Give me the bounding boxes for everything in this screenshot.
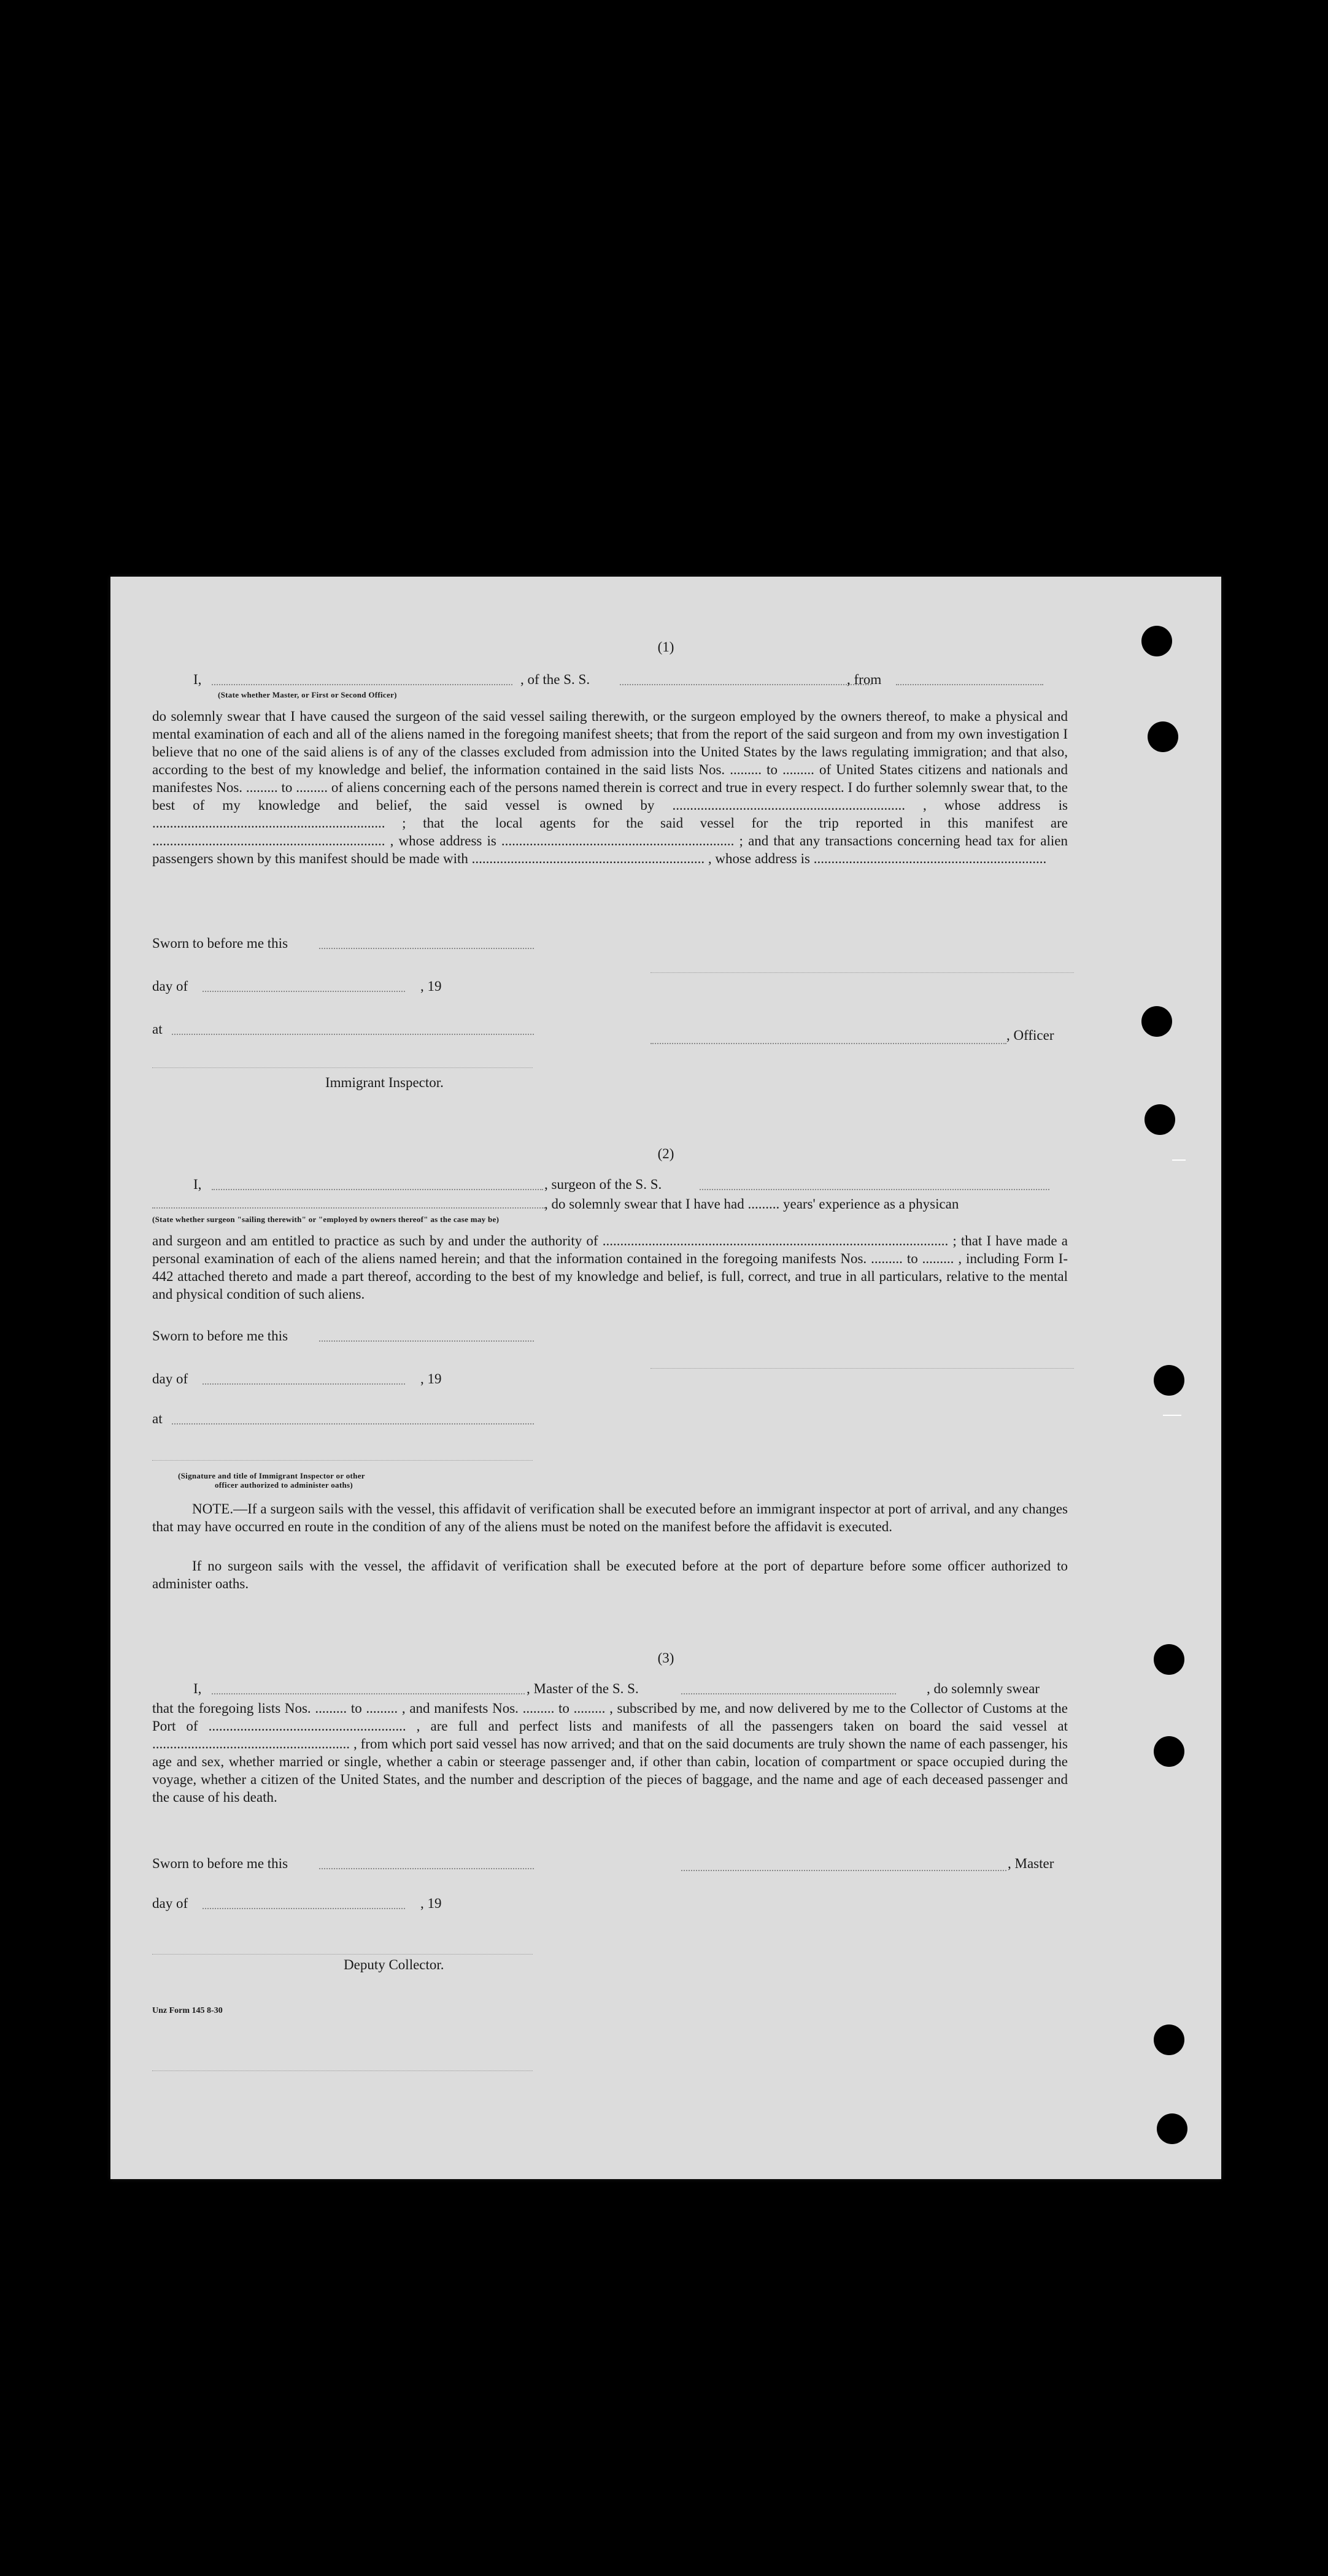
s1-officer-blank bbox=[650, 1043, 1006, 1044]
s2-surgeon-of: , surgeon of the S. S. bbox=[544, 1177, 662, 1192]
s2-body: and surgeon and am entitled to practice as such by and under the authority of .................................................................................................. ; that I have made a personal examination of each of the aliens named herein; and that the information contained in the foregoing manifests Nos. ......... to ......... , including Form I-442 attached thereto and made a part thereof, according to the best of my knowledge and belief, is full, correct, and true in all particulars, relative to the mental and physical condition of such aliens. bbox=[152, 1233, 1068, 1302]
s2-inspector-line bbox=[152, 1460, 533, 1461]
section-3-number: (3) bbox=[657, 1650, 674, 1666]
punch-hole bbox=[1145, 1104, 1175, 1135]
s1-day-of: day of bbox=[152, 978, 188, 994]
edge-mark bbox=[1172, 1159, 1186, 1161]
s3-intro: I, bbox=[193, 1681, 202, 1696]
s2-swear: , do solemnly swear that I have had ......... years' experience as a physican bbox=[544, 1196, 959, 1212]
s3-swear: , do solemnly swear bbox=[927, 1681, 1040, 1696]
s3-master: , Master bbox=[1008, 1856, 1054, 1871]
s1-day-blank bbox=[203, 991, 405, 992]
s2-sworn: Sworn to before me this bbox=[152, 1328, 288, 1344]
s1-of-ss: , of the S. S. bbox=[520, 672, 590, 687]
s2-at-blank bbox=[172, 1423, 534, 1424]
s3-deputy: Deputy Collector. bbox=[344, 1957, 444, 1972]
s2-name-blank bbox=[212, 1189, 543, 1190]
s2-sig-hint-2: officer authorized to administer oaths) bbox=[215, 1480, 353, 1490]
punch-hole bbox=[1154, 1365, 1184, 1396]
punch-hole bbox=[1141, 1006, 1172, 1037]
s1-at: at bbox=[152, 1021, 163, 1037]
edge-mark bbox=[1163, 1415, 1181, 1416]
s2-intro: I, bbox=[193, 1177, 202, 1192]
s3-sworn-blank bbox=[319, 1868, 534, 1869]
section-2-number: (2) bbox=[657, 1146, 674, 1161]
s2-year: , 19 bbox=[420, 1371, 442, 1386]
s3-day-blank bbox=[203, 1908, 405, 1909]
s1-at-blank bbox=[172, 1034, 534, 1035]
s1-officer: , Officer bbox=[1006, 1028, 1054, 1043]
s1-sworn: Sworn to before me this bbox=[152, 936, 288, 951]
s2-at: at bbox=[152, 1411, 163, 1426]
s1-year: , 19 bbox=[420, 978, 442, 994]
s2-sig-line bbox=[650, 1368, 1074, 1369]
section-1-number: (1) bbox=[657, 639, 674, 655]
s1-from: , from bbox=[847, 672, 882, 687]
s3-master-of: , Master of the S. S. bbox=[527, 1681, 639, 1696]
punch-hole bbox=[1154, 2024, 1184, 2055]
manifest-page bbox=[110, 577, 1221, 2179]
s1-name-blank bbox=[212, 684, 512, 685]
s2-sworn-blank bbox=[319, 1340, 534, 1342]
punch-hole bbox=[1148, 721, 1178, 752]
s2-note-1: NOTE.—If a surgeon sails with the vessel, this affidavit of verification shall be executed before an immigrant inspector at port of arrival, and any changes that may have occurred en route in the condition of any of the aliens must be noted on the manifest before the affidavit is executed. bbox=[152, 1501, 1068, 1534]
s3-name-blank bbox=[212, 1693, 525, 1694]
s3-deputy-line bbox=[152, 1954, 533, 1955]
s2-ship-blank bbox=[700, 1189, 1049, 1190]
s3-body: that the foregoing lists Nos. ......... to ......... , and manifests Nos. ......... to ......... , subscribed by me, and now delivered by me to the Collector of Customs at the Port of ........................................................ , are full and perfect lists and manifests of all the passengers taken on board the said vessel at ........................................................ , from which port said vessel has now arrived; and that on the said documents are truly shown the name of each passenger, his age and sex, whether married or single, whether a cabin or steerage passenger and, if other than cabin, location of compartment or space occupied during the voyage, whether a citizen of the United States, and the number and description of the pieces of baggage, and the name and age of each deceased passenger and the cause of his death. bbox=[152, 1701, 1068, 1805]
bottom-line bbox=[152, 2070, 533, 2071]
s2-day-of: day of bbox=[152, 1371, 188, 1386]
s2-hint: (State whether surgeon "sailing therewith" or "employed by owners thereof" as the case may be) bbox=[152, 1215, 500, 1224]
s2-role-blank bbox=[152, 1207, 545, 1209]
punch-hole bbox=[1157, 2113, 1187, 2144]
s1-from-blank bbox=[896, 684, 1043, 685]
s1-sig-line-1 bbox=[650, 972, 1074, 973]
s1-role-hint: (State whether Master, or First or Second Officer) bbox=[218, 690, 397, 699]
s1-sworn-blank bbox=[319, 948, 534, 949]
s3-master-blank bbox=[681, 1870, 1006, 1871]
s1-inspector: Immigrant Inspector. bbox=[325, 1075, 444, 1090]
s3-year: , 19 bbox=[420, 1896, 442, 1911]
s2-sig-hint-1: (Signature and title of Immigrant Inspector or other bbox=[178, 1471, 365, 1480]
s3-day-of: day of bbox=[152, 1896, 188, 1911]
s3-sworn: Sworn to before me this bbox=[152, 1856, 288, 1871]
s1-body: do solemnly swear that I have caused the surgeon of the said vessel sailing therewith, or the surgeon employed by the owners thereof, to make a physical and mental examination of each and all of the aliens named in the foregoing manifest sheets; that from the report of the said surgeon and from my own investigation I believe that no one of the said aliens is of any of the classes excluded from admission into the United States by the laws regulating immigration; and that also, according to the best of my knowledge and belief, the information contained in the said lists Nos. ......... to ......... of United States citizens and nationals and manifestes Nos. ......... to ......... of aliens concerning each of the persons named therein is correct and true in every respect. I do further solemnly swear that, to the best of my knowledge and belief, the said vessel is owned by .................................................................. , whose address is .................................................................. ; that the local agents for the said vessel for the trip reported in this manifest are .................................................................. , whose address is .................................................................. ; and that any transactions concerning head tax for alien passengers shown by this manifest should be made with .................................................................. , whose address is .................................................................. bbox=[152, 709, 1068, 866]
s1-intro: I, bbox=[193, 672, 202, 687]
punch-hole bbox=[1154, 1736, 1184, 1767]
form-number: Unz Form 145 8-30 bbox=[152, 2006, 223, 2015]
s2-day-blank bbox=[203, 1383, 405, 1385]
s2-note-2: If no surgeon sails with the vessel, the affidavit of verification shall be executed before at the port of departure before some officer authorized to administer oaths. bbox=[152, 1558, 1068, 1591]
s1-inspector-line bbox=[152, 1067, 533, 1068]
s3-ship-blank bbox=[681, 1693, 896, 1694]
s1-ship-blank bbox=[620, 684, 871, 685]
